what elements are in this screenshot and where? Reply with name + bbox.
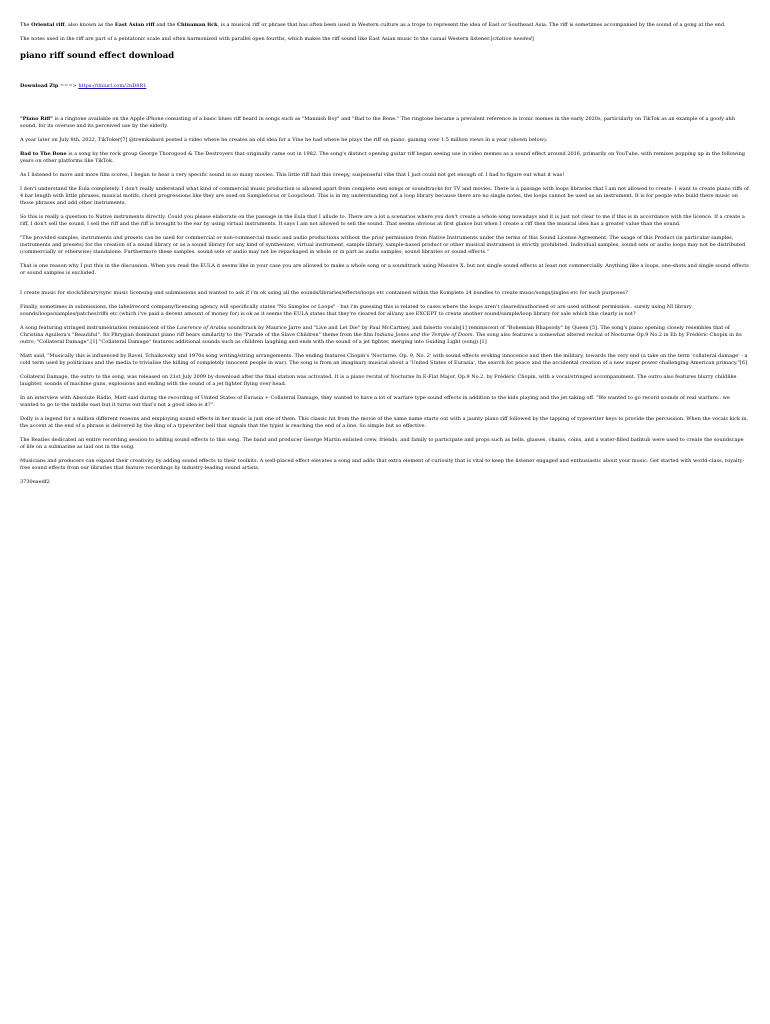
- download-line: [20, 83, 750, 90]
- paragraph-eula: I don't understand the Eula completely. I don't really understand what kind of commercial music production is allowed apart from complete own songs or soundtracks for TV and movies. There is a passage with loops libraries that I am not allowed to create. I want to create piano riffs of 4 bar length with little phrases, musical motifs, chord progressions like they are used on Samplefocus or Loopcloud. This is in my understanding not a loop library because there are no single notes, the loops cannot be used as an instrument. It is for people who build there music on those phrases and add other instruments.: [20, 186, 749, 206]
- text-segment: The: [20, 22, 32, 28]
- paragraph-one-reason: That is one reason why I put this in the discussion. When you read the EULA it seems like in your case you are allowed to make a whole song or a soundtrack using Massive X, but not single sound effects at least not commercially. Anything like a loops, one-shots and single sound effects or sound samples is excluded.: [20, 263, 749, 276]
- paragraph-question: So this is really a question to Native instruments directly. Could you please elaborate on the passage in the Eula that I allude to. There are a lot a scenarios where you don't create a whole song nowadays and it is just not clear to me if this is in accordance with the licence. If a create a riff, I don't sell the sound, I sell the riff and the riff is brought to the ear by using virtual instruments. It says I am not allowed to sell the sound. That seems obvious at first glance but when I create a riff then the musical idea has a greater value than the sound.: [20, 214, 745, 227]
- text-segment: is a song by the rock group George Thorogood & The Destroyers that originally came out in 1982. The song's distinct opening guitar riff began seeing use in video memes as a sound effect around 2016, primarily on YouTube, with remixes popping up in the following years on other platforms like TikTok.: [20, 151, 746, 164]
- download-label: Download Zip: [20, 83, 59, 89]
- text-segment: and the: [154, 22, 177, 28]
- intro-paragraph-notes: [20, 36, 750, 43]
- text-segment: , is a musical riff or phrase that has often been used in Western culture as a trope to represent the idea of East or Southeast Asia. The riff is sometimes accompanied by the sound of a gong at the end.: [217, 22, 726, 28]
- paragraph-beatles: The Beatles dedicated an entire recording session to adding sound effects to this song. The band and producer George Martin enlisted crew, friends, and family to participate and props such as bells, glasses, chains, coins, and a water-filled bathtub were used to create the soundscape of life on a submarine as laid out in the song.: [20, 437, 744, 450]
- text-segment: , also known as the: [64, 22, 115, 28]
- title-lawrence-of-arabia: Lawrence of Arabia: [176, 325, 227, 331]
- text-segment: ]: [531, 36, 534, 42]
- paragraph-year-later: A year later on July 8th, 2022, TikToker[7] @tremkabard posted a video where he creates an old idea for a Vine he had where he plays the riff on piano, gaining over 1.5 million views in a year (shown below).: [20, 137, 548, 143]
- paragraph-license-quote: "The provided samples, instruments and presets can be used for commercial or non-commercial music and audio productions without the prior permission from Native Instruments under the terms of this Sound License Agreement. The usage of this Product (in particular samples, instruments and presets) for the creation of a sound library or as a sound library for any kind of synthesizer, virtual instrument, sample library, sample-based product or other musical instrument is strictly prohibited. Individual samples, sound sets or audio loops may not be distributed (commercially or otherwise) standalone. Furthermore these samples, sound sets or audio may not be repackaged in whole or in part as audio samples, sound libraries or sound effects.": [20, 235, 746, 255]
- term-east-asian-riff: East Asian riff: [114, 22, 155, 28]
- paragraph-matt-said: Matt said, "Musically this is influenced by Ravel, Tchaikovsky and 1970s song writing/string arrangements. The ending features Chopin's 'Nocturne, Op. 9, No. 2' with sound effects evoking innocence and then the military, towards the very end (a take on the term 'collateral damage' - a cold term used by politicians and the media to trivialise the killing of completely innocent people in war). The song is from an imaginary musical about a 'United States of Eurasia', the search for peace and the accidental creation of a new super power challenging American primacy."[6]: [20, 353, 748, 366]
- page-heading: piano riff sound effect download: [20, 51, 175, 61]
- paragraph-musicians: Musicians and producers can expand their creativity by adding sound effects to their toolkits. A well-placed effect elevates a song and adds that extra element of curiosity that is vital to keep the listener engaged and enthusiastic about your music. Get started with world-class, royalty-free sound effects from our libraries that feature recordings by industry-leading sound artists.: [20, 458, 745, 471]
- term-oriental-riff: Oriental riff: [31, 22, 65, 28]
- text-segment: A song featuring stringed instrumentation reminiscent of the: [20, 325, 177, 331]
- citation-needed: citation needed: [492, 36, 532, 42]
- paragraph-strings: [20, 325, 750, 346]
- download-arrow: ===>: [59, 83, 77, 89]
- term-piano-riff: "Piano Riff": [20, 116, 53, 122]
- text-segment: . The song also features a somewhat altered recital of Nocturne Op.9 No.2 in Eb by Frédéric Chopin in its outro, "Collateral Damage".[1] "Collateral Damage" features additional sounds such as children laughing and ends with the sound of a jet fighter, merging into Guiding Light (song).[1]: [20, 332, 742, 345]
- text-segment: The notes used in the riff are part of a pentatonic scale and often harmonized with parallel open fourths, which makes the riff sound like East Asian music to the casual Western listener.[: [20, 36, 493, 42]
- paragraph-stock-music: I create music for stock/library/sync music licensing and submissions and wanted to ask if i'm ok using all the sounds/libraries/effects/loops etc contained within the Komplete 14 bundles to create music/songs/jingles etc for such purposes?: [20, 290, 628, 296]
- paragraph-film-scores: As I listened to more and more film scores, I began to hear a very specific sound in so many movies. This little riff had this creepy, suspenseful vibe that I just could not get enough of. I had to figure out what it was!: [20, 172, 565, 178]
- text-segment: is a ringtone available on the Apple iPhone consisting of a basic blues riff heard in songs such as "Mannish Boy" and "Bad to the Bone." The ringtone became a prevalent reference in ironic memes in the early 2020s, particularly on TikTok as an example of a goofy ahh sound, for its overuse and its perceived use by the elderly.: [20, 116, 735, 129]
- download-link[interactable]: https://tlniurl.com/2nD8R1: [78, 83, 147, 89]
- paragraph-collateral-damage: Collateral Damage, the outro to the song, was released on 21st July 2009 by download after the final station was activated. It is a piano recital of Nocturne In E-Flat Major, Op.9 No.2, by Frédéric Chopin, with a vocal/stringed accompaniment. The outro also features blurry childlike laughter, sounds of machine guns, explosions and ending with the sound of a jet fighter flying over head.: [20, 374, 737, 387]
- footer-code: 3730eaedf2: [20, 479, 50, 485]
- intro-paragraph-oriental-riff: [20, 22, 750, 29]
- document-page: [0, 0, 770, 486]
- paragraph-dolly: Dolly is a legend for a million different reasons and employing sound effects in her music is just one of them. This classic hit from the movie of the same name starts out with a jaunty piano riff followed by the tapping of typewriter keys to provide the percussion. When the vocals kick in, the accent at the end of a phrase is delivered by the ding of a typewriter bell that signals that the typist is reaching the end of a line. So simple but so effective.: [20, 416, 749, 429]
- paragraph-finally: Finally, sometimes in submissions, the label/record company/licensing agency will specifically states "No Samples or Loops" - but i'm guessing this is related to cases where the loops aren't cleared/authorised or are used without permission.. surely using NI library sounds/loops/samples/patches/riffs etc (which i've paid a decent amount of money for) is ok as it seems the EULA states that they're cleared for all/any use EXCEPT to create another sound/sample/loop library for sale which this clearly is not?: [20, 304, 692, 317]
- paragraph-piano-riff: [20, 116, 750, 130]
- term-bad-to-the-bone: Bad to The Bone: [20, 151, 67, 157]
- title-indiana-jones: Indiana Jones and the Temple of Doom: [374, 332, 473, 338]
- paragraph-bad-to-the-bone: [20, 151, 750, 165]
- term-chinaman-lick: Chinaman lick: [176, 22, 218, 28]
- text-segment: soundtrack by Maurice Jarre and "Live and Let Die" by Paul McCartney, and falsetto vocals[1] reminiscent of "Bohemian Rhapsody" by Queen [5]. The song's piano opening closely resembles that of Christina Aguilera's "Beautiful". Its Phrygian dominant piano riff bears similarity to the "Parade of the Slave Children" theme from the film: [20, 325, 730, 338]
- paragraph-interview: In an interview with Absolute Radio, Matt said during the recording of United States of Eurasia + Collateral Damage, they wanted to have a lot of warfare type sound effects in addition to the kids playing and the jet taking off. "We wanted to go record sounds of real warfare.. we wanted to go to the middle east but it turns out that's not a good idea is it?".: [20, 395, 730, 408]
